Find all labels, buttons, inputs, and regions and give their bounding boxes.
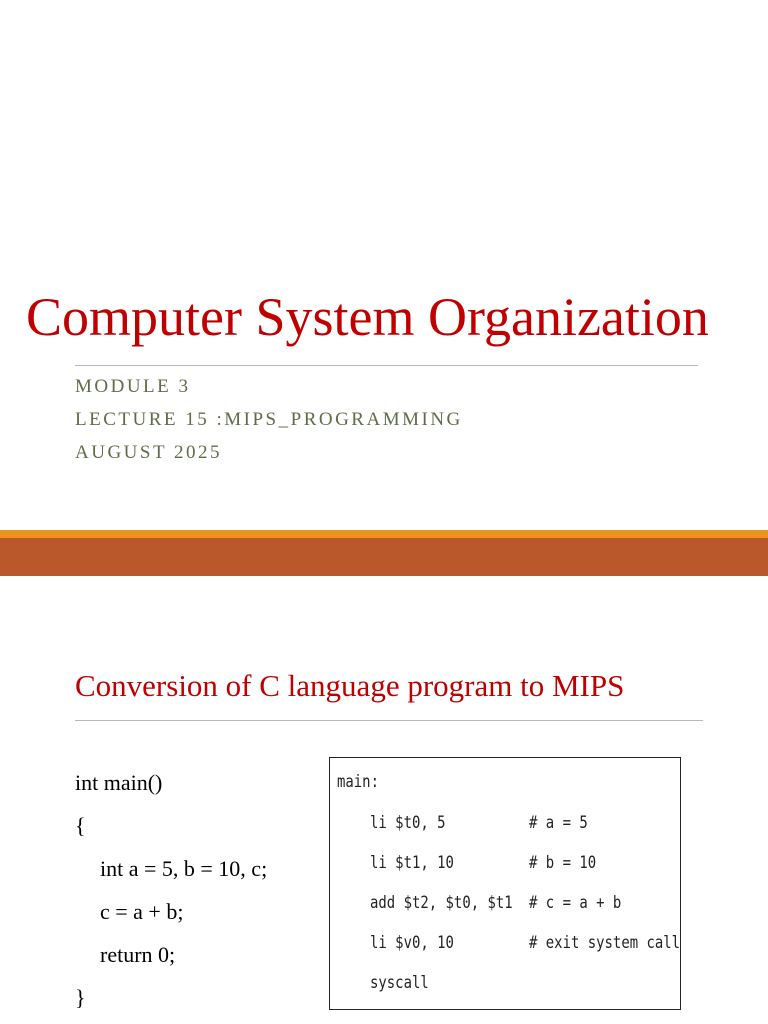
mips-label: main: xyxy=(337,772,379,792)
c-code-line: { xyxy=(75,813,86,838)
slide-separator-accent xyxy=(0,530,768,538)
mips-instruction: li $v0, 10 xyxy=(370,933,454,953)
mips-instruction: li $t0, 5 xyxy=(370,813,446,833)
mips-instruction: syscall xyxy=(370,973,429,993)
slide-title: Computer System Organization xyxy=(26,287,709,347)
c-code-line: return 0; xyxy=(100,942,176,967)
subtitle-date: AUGUST 2025 xyxy=(75,442,222,463)
c-code-line: } xyxy=(75,985,86,1010)
mips-code-box xyxy=(329,757,681,1010)
c-code-line: int a = 5, b = 10, c; xyxy=(100,856,268,881)
slide-separator-band xyxy=(0,538,768,576)
title-divider xyxy=(75,365,698,366)
c-code-line: int main() xyxy=(75,770,163,795)
mips-comment: # b = 10 xyxy=(529,853,597,873)
heading-divider xyxy=(75,720,703,721)
mips-comment: # c = a + b xyxy=(529,893,622,913)
mips-comment: # a = 5 xyxy=(529,813,588,833)
subtitle-lecture: LECTURE 15 :MIPS_PROGRAMMING xyxy=(75,409,463,430)
mips-instruction: add $t2, $t0, $t1 xyxy=(370,893,513,913)
mips-comment: # exit system call xyxy=(529,933,681,953)
subtitle-module: MODULE 3 xyxy=(75,376,191,397)
slide-heading: Conversion of C language program to MIPS xyxy=(75,668,625,703)
content-slide xyxy=(0,576,768,1024)
c-code-line: c = a + b; xyxy=(100,899,184,924)
mips-instruction: li $t1, 10 xyxy=(370,853,454,873)
